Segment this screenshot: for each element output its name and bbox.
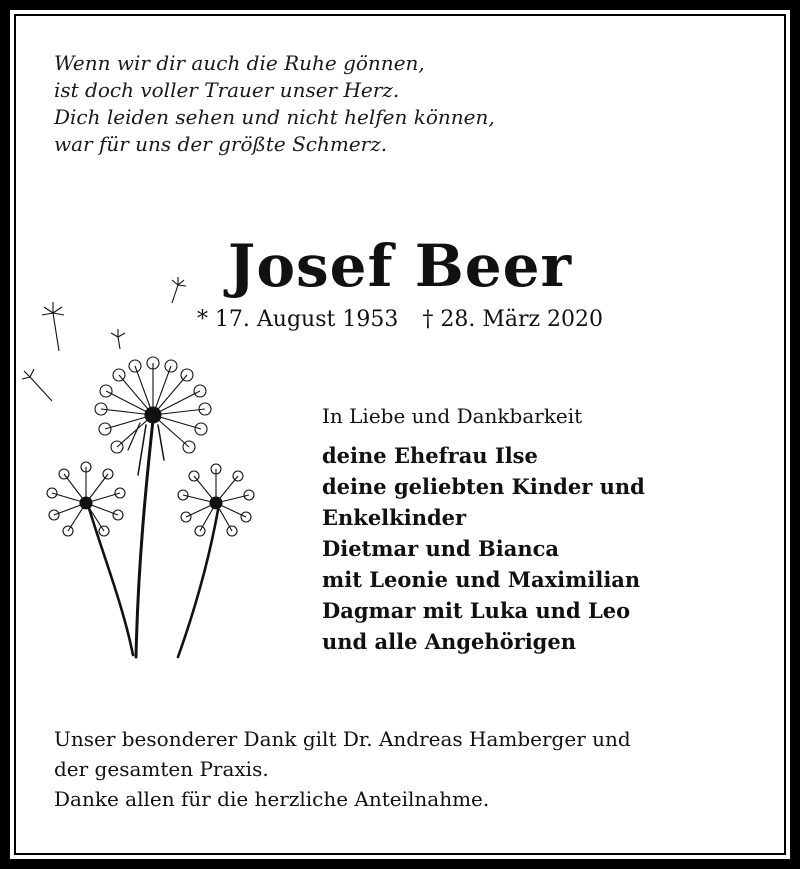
death-date: † 28. März 2020 (422, 307, 604, 332)
poem-line: war für uns der größte Schmerz. (54, 132, 388, 156)
memorial-poem (54, 50, 495, 158)
mourner-line: Dietmar und Bianca (322, 536, 559, 561)
poem-line: ist doch voller Trauer unser Herz. (54, 78, 400, 102)
dandelion-illustration-icon (18, 265, 258, 665)
mourner-line: mit Leonie und Maximilian (322, 567, 641, 592)
mourner-line: deine geliebten Kinder und (322, 474, 645, 499)
mourner-line: deine Ehefrau Ilse (322, 443, 538, 468)
mourner-line: Enkelkinder (322, 505, 467, 530)
mourner-line: Dagmar mit Luka und Leo (322, 598, 631, 623)
thanks-note (54, 724, 631, 814)
birth-date: * 17. August 1953 (196, 307, 399, 332)
mourner-line: und alle Angehörigen (322, 629, 576, 654)
poem-line: Wenn wir dir auch die Ruhe gönnen, (54, 51, 425, 75)
mourners-list (322, 440, 645, 657)
thanks-line: Danke allen für die herzliche Anteilnahme. (54, 787, 490, 811)
poem-line: Dich leiden sehen und nicht helfen können, (54, 105, 495, 129)
thanks-line: Unser besonderer Dank gilt Dr. Andreas Hamberger und (54, 727, 631, 751)
mourners-intro: In Liebe und Dankbarkeit (322, 404, 583, 428)
deceased-name: Josef Beer (227, 232, 573, 300)
thanks-line: der gesamten Praxis. (54, 757, 269, 781)
